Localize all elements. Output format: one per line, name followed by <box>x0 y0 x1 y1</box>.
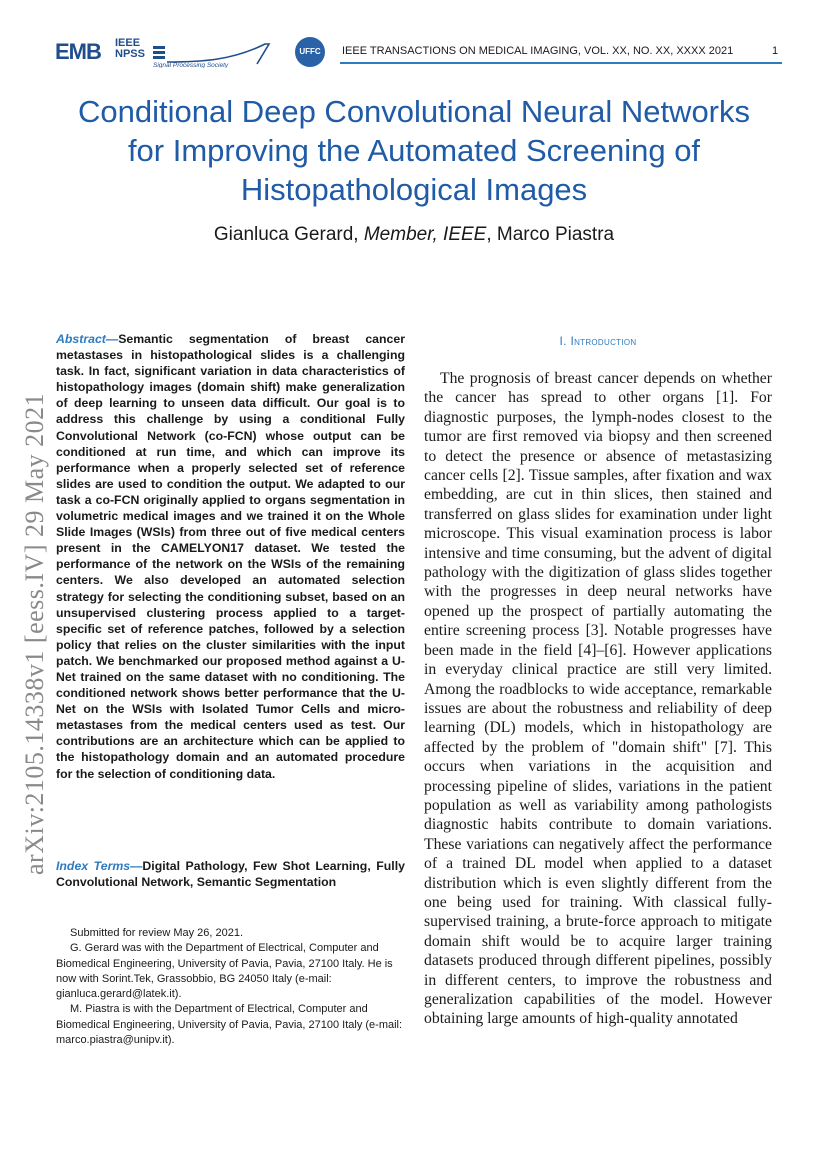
abstract-label: Abstract <box>56 332 106 346</box>
author-line <box>60 224 768 246</box>
section-title <box>570 334 636 348</box>
paper-title: Conditional Deep Convolutional Neural Networks for Improving the Automated Screening of Histopathological Images <box>77 94 751 207</box>
sps-logo-text: Signal Processing Society <box>153 62 229 68</box>
emb-logo: EMB <box>55 39 101 64</box>
npss-logo-bottom: NPSS <box>115 48 145 60</box>
abstract <box>56 331 405 782</box>
footnote-author-piastra: M. Piastra is with the Department of Electrical, Computer and Biomedical Engineering, University of Pavia, Pavia, 27100 Italy (e-mail: marco.piastra@unipv.it). <box>56 1003 403 1047</box>
section-number: I. <box>559 334 567 348</box>
signal-processing-society-logo <box>153 42 283 68</box>
abstract-dash: — <box>105 332 119 346</box>
index-terms-label: Index Terms <box>56 859 131 873</box>
npss-logo <box>115 38 145 60</box>
introduction-body <box>424 369 772 1029</box>
publisher-logos <box>55 36 327 68</box>
index-terms-text: Digital Pathology, Few Shot Learning, Fully Convolutional Network, Semantic Segmentation <box>56 859 405 890</box>
page-number: 1 <box>772 45 779 57</box>
index-terms-dash: — <box>130 859 143 873</box>
author-rest: , Marco Piastra <box>486 224 615 245</box>
uffc-logo: UFFC <box>295 37 325 67</box>
author-first: Gianluca Gerard, <box>213 224 364 245</box>
author-membership: Member, IEEE <box>363 224 487 245</box>
header-rule <box>340 62 782 64</box>
intro-paragraph: The prognosis of breast cancer depends on whether the cancer has spread to other organs [1]. For diagnostic purposes, the lymph-nodes closest to the tumor are first removed via biopsy and then screened to detect the presence or absence of metastasizing cancer cells [2]. Tissue samples, after fixation and wax embedding, are cut in thin slices, then stained and transferred on glass slides for examination under light microscope. This visual examination process is labor intensive and time consuming, but the advent of digital pathology with the digitization of glass slides together with the progresses in deep neural networks have opened up the prospect of partially automating the entire screening process [3]. Notable progresses have been made in the field [4]–[6]. However applications in everyday clinical practice are still very limited. Among the roadblocks to wide acceptance, remarkable issues are about the robustness and reliability of deep learning (DL) models, which in histopathology are affected by the problem of "domain shift" [7]. This occurs when variations in the acquisition and processing pipeline of slides, variations in the patient population as well as variability among pathologists diagnostic habits contribute to domain variations. These variations can negatively affect the performance of a trained DL model when applied to a dataset distribution which is even slightly different from the one being used for training. With classical fully-supervised training, a brute-force approach to mitigate domain shift would be to acquire larger training datasets produced through different pipelines, possibly in different centers, to improve the robustness and generalization capabilities of the model. However obtaining large amounts of high-quality annotated <box>424 370 772 1028</box>
npss-logo-top: IEEE <box>115 37 141 49</box>
index-terms <box>56 858 405 890</box>
footnotes <box>56 926 405 1048</box>
journal-header: IEEE TRANSACTIONS ON MEDICAL IMAGING, VOL. XX, NO. XX, XXXX 2021 <box>342 45 734 57</box>
footnote-submission: Submitted for review May 26, 2021. <box>70 927 244 939</box>
section-heading <box>424 334 772 348</box>
section-title-text: Introduction <box>570 334 637 348</box>
footnote-author-gerard: G. Gerard was with the Department of Electrical, Computer and Biomedical Engineering, University of Pavia, Pavia, 27100 Italy. He is now with Sorint.Tek, Grassobbio, BG 24050 Italy (e-mail: gianluca.gerard@latek.it). <box>56 942 393 1001</box>
arxiv-identifier-stamp: arXiv:2105.14338v1 [eess.IV] 29 May 2021 <box>20 392 49 875</box>
abstract-text: Semantic segmentation of breast cancer metastases in histopathological slides is a challenging task. In fact, significant variation in data characteristics of histopathology images (domain shift) make generalization of deep learning to unseen data difficult. Our goal is to address this challenge by using a conditional Fully Convolutional Network (co-FCN) whose output can be conditioned at run time, and which can improve its performance when a properly selected set of reference slides are used to condition the output. We adapted to our task a co-FCN originally applied to organs segmentation in volumetric medical images and we trained it on the Whole Slide Images (WSIs) from three out of five medical centers present in the CAMELYON17 dataset. We tested the performance of the network on the WSIs of the remaining centers. We also developed an automated selection strategy for selecting the conditioning subset, based on an unsupervised clustering process applied to a target-specific set of reference patches, followed by a selection policy that relies on the cluster similarities with the input patch. We benchmarked our proposed method against a U-Net trained on the same dataset with no conditioning. The conditioned network shows better performance that the U-Net on the WSIs with Isolated Tumor Cells and micro-metastases from the medical centers used as test. Our contributions are an architecture which can be applied to the histopathology domain and an automated procedure for the selection of conditioning data. <box>56 332 405 781</box>
